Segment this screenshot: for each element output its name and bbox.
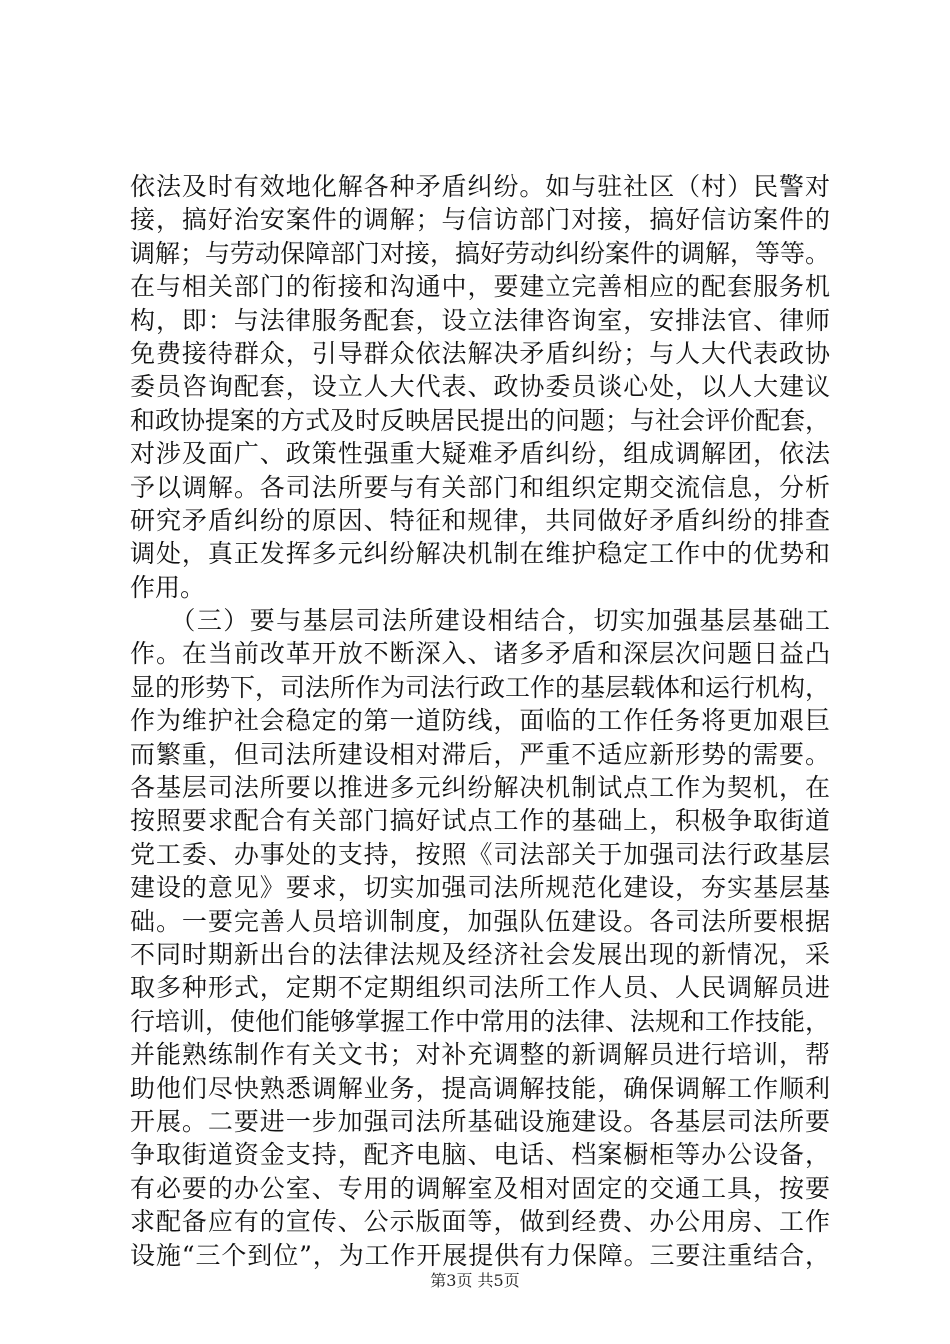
text-line: 调解；与劳动保障部门对接，搞好劳动纠纷案件的调解，等等。 xyxy=(130,238,831,268)
text-line: 依法及时有效地化解各种矛盾纠纷。如与驻社区（村）民警对 xyxy=(130,172,830,201)
text-line: （三）要与基层司法所建设相结合，切实加强基层基础工 xyxy=(130,606,830,636)
text-line: 研究矛盾纠纷的原因、特征和规律，共同做好矛盾纠纷的排查 xyxy=(130,505,830,535)
text-line: 对涉及面广、政策性强重大疑难矛盾纠纷，组成调解团，依法 xyxy=(130,439,830,469)
text-line: 调处，真正发挥多元纠纷解决机制在维护稳定工作中的优势和 xyxy=(130,539,830,569)
text-line: 在与相关部门的衔接和沟通中，要建立完善相应的配套服务机 xyxy=(130,272,830,302)
text-line: 不同时期新出台的法律法规及经济社会发展出现的新情况，采 xyxy=(130,939,830,969)
text-line: 并能熟练制作有关文书；对补充调整的新调解员进行培训，帮 xyxy=(130,1040,830,1070)
text-line: 予以调解。各司法所要与有关部门和组织定期交流信息，分析 xyxy=(130,472,830,502)
text-line: 和政协提案的方式及时反映居民提出的问题；与社会评价配套， xyxy=(130,405,831,435)
text-line: 有必要的办公室、专用的调解室及相对固定的交通工具，按要 xyxy=(130,1173,830,1203)
text-line: 助他们尽快熟悉调解业务，提高调解技能，确保调解工作顺利 xyxy=(130,1073,830,1103)
text-line: 取多种形式，定期不定期组织司法所工作人员、人民调解员进 xyxy=(130,973,830,1003)
text-line: 委员咨询配套，设立人大代表、政协委员谈心处，以人大建议 xyxy=(130,372,830,402)
text-line: 党工委、办事处的支持，按照《司法部关于加强司法行政基层 xyxy=(130,839,830,869)
text-line: 免费接待群众，引导群众依法解决矛盾纠纷；与人大代表政协 xyxy=(130,338,830,368)
text-line: 构，即：与法律服务配套，设立法律咨询室，安排法官、律师 xyxy=(130,305,830,335)
text-line: 建设的意见》要求，切实加强司法所规范化建设，夯实基层基 xyxy=(130,873,830,903)
text-line: 行培训，使他们能够掌握工作中常用的法律、法规和工作技能， xyxy=(130,1006,831,1036)
text-line: 各基层司法所要以推进多元纠纷解决机制试点工作为契机，在 xyxy=(130,773,830,803)
text-line: 显的形势下，司法所作为司法行政工作的基层载体和运行机构， xyxy=(130,672,831,702)
text-line: 作为维护社会稳定的第一道防线，面临的工作任务将更加艰巨 xyxy=(130,706,830,736)
text-line: 接，搞好治安案件的调解；与信访部门对接，搞好信访案件的 xyxy=(130,205,830,235)
text-line: 作用。 xyxy=(130,572,206,602)
text-line: 作。在当前改革开放不断深入、诸多矛盾和深层次问题日益凸 xyxy=(130,639,830,669)
text-line: 设施“三个到位”，为工作开展提供有力保障。三要注重结合， xyxy=(130,1240,830,1270)
text-line: 而繁重，但司法所建设相对滞后，严重不适应新形势的需要。 xyxy=(130,739,830,769)
text-line: 开展。二要进一步加强司法所基础设施建设。各基层司法所要 xyxy=(130,1106,830,1136)
text-line: 础。一要完善人员培训制度，加强队伍建设。各司法所要根据 xyxy=(130,906,830,936)
page-footer: 第3页 共5页 xyxy=(430,1271,520,1290)
text-line: 争取街道资金支持，配齐电脑、电话、档案橱柜等办公设备， xyxy=(130,1140,830,1170)
text-line: 按照要求配合有关部门搞好试点工作的基础上，积极争取街道 xyxy=(130,806,830,836)
text-line: 求配备应有的宣传、公示版面等，做到经费、办公用房、工作 xyxy=(130,1207,830,1237)
document-body xyxy=(130,170,830,1272)
